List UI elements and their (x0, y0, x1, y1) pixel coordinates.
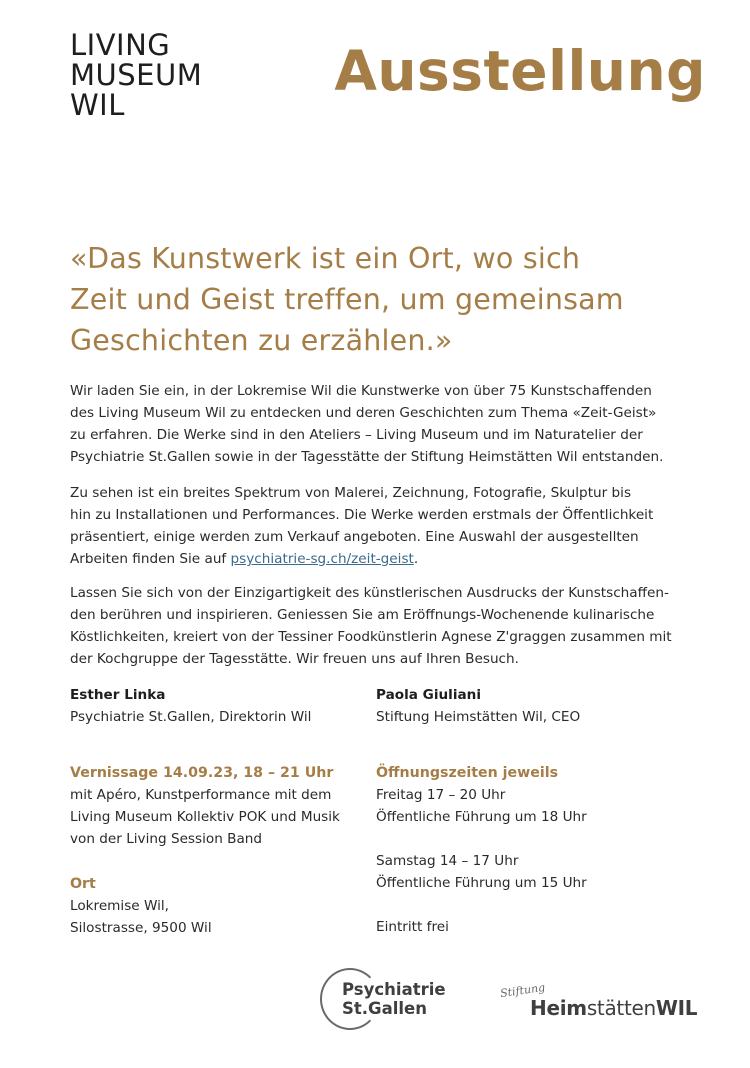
signer-1 (70, 684, 311, 728)
entry-info: Eintritt frei (376, 919, 449, 935)
zeit-geist-link[interactable]: psychiatrie-sg.ch/zeit-geist (230, 551, 414, 567)
paragraph-line: zu erfahren. Die Werke sind in den Ateliers – Living Museum und im Naturatelier der (70, 427, 643, 443)
logo-line-2: MUSEUM (70, 58, 203, 92)
signer-role: Psychiatrie St.Gallen, Direktorin Wil (70, 709, 312, 725)
quote-line: Geschichten zu erzählen.» (70, 324, 453, 357)
paragraph-line: Köstlichkeiten, kreiert von der Tessiner Foodkünstlerin Agnese Z'graggen zusammen mit (70, 629, 672, 645)
paragraph-line: Wir laden Sie ein, in der Lokremise Wil die Kunstwerke von über 75 Kunstschaffenden (70, 383, 652, 399)
saturday-hours: Samstag 14 – 17 Uhr (376, 853, 519, 869)
logo-line-1: LIVING (70, 28, 171, 62)
vernissage-line: von der Living Session Band (70, 831, 263, 847)
signer-name: Esther Linka (70, 687, 166, 703)
spectrum-paragraph (70, 482, 710, 570)
invitation-paragraph (70, 582, 710, 670)
location-title: Ort (70, 876, 96, 892)
paragraph-line: der Kochgruppe der Tagesstätte. Wir freuen uns auf Ihren Besuch. (70, 651, 519, 667)
intro-paragraph (70, 380, 710, 468)
opening-hours-section (376, 762, 587, 938)
signer-2 (376, 684, 580, 728)
location-line: Lokremise Wil, (70, 898, 169, 914)
quote-line: «Das Kunstwerk ist ein Ort, wo sich (70, 242, 581, 275)
vernissage-line: Living Museum Kollektiv POK und Musik (70, 809, 340, 825)
paragraph-line: hin zu Installationen und Performances. Die Werke werden erstmals der Öffentlichkeit (70, 507, 654, 523)
logo-line-3: WIL (70, 88, 125, 122)
signer-role: Stiftung Heimstätten Wil, CEO (376, 709, 581, 725)
paragraph-line: Zu sehen ist ein breites Spektrum von Malerei, Zeichnung, Fotografie, Skulptur bis (70, 485, 632, 501)
paragraph-line: präsentiert, einige werden zum Verkauf angeboten. Eine Auswahl der ausgestellten (70, 529, 639, 545)
logo-text-end: WIL (655, 996, 698, 1020)
quote-line: Zeit und Geist treffen, um gemeinsam (70, 283, 624, 316)
vernissage-title: Vernissage 14.09.23, 18 – 21 Uhr (70, 765, 334, 781)
paragraph-line: den berühren und inspirieren. Geniessen Sie am Eröffnungs-Wochenende kulinarische (70, 607, 655, 623)
signer-name: Paola Giuliani (376, 687, 481, 703)
paragraph-line: des Living Museum Wil zu entdecken und deren Geschichten zum Thema «Zeit-Geist» (70, 405, 657, 421)
logo-text-mid: stätten (586, 996, 656, 1020)
link-suffix: . (413, 551, 419, 567)
logo-text: Psychiatrie (342, 980, 446, 999)
opening-hours-title: Öffnungszeiten jeweils (376, 765, 559, 781)
paragraph-line: Psychiatrie St.Gallen sowie in der Tagesstätte der Stiftung Heimstätten Wil entstanden. (70, 449, 664, 465)
vernissage-section (70, 762, 340, 850)
location-line: Silostrasse, 9500 Wil (70, 920, 212, 936)
vernissage-line: mit Apéro, Kunstperformance mit dem (70, 787, 332, 803)
paragraph-line: Lassen Sie sich von der Einzigartigkeit des künstlerischen Ausdrucks der Kunstschaffen- (70, 585, 669, 601)
living-museum-logo (70, 30, 202, 120)
link-prefix: Arbeiten finden Sie auf (70, 551, 231, 567)
logo-script-text: Stiftung (499, 980, 546, 1001)
saturday-tour: Öffentliche Führung um 15 Uhr (376, 875, 587, 891)
psychiatrie-stgallen-logo (320, 968, 460, 1030)
friday-tour: Öffentliche Führung um 18 Uhr (376, 809, 587, 825)
stiftung-heimstaetten-logo (499, 980, 720, 1024)
page-title: Ausstellung (334, 39, 706, 103)
logo-text-bold: Heim (530, 996, 587, 1020)
logo-text: St.Gallen (342, 999, 427, 1018)
paragraph-line (70, 548, 710, 570)
quote (70, 238, 690, 361)
location-section (70, 873, 212, 939)
friday-hours: Freitag 17 – 20 Uhr (376, 787, 506, 803)
